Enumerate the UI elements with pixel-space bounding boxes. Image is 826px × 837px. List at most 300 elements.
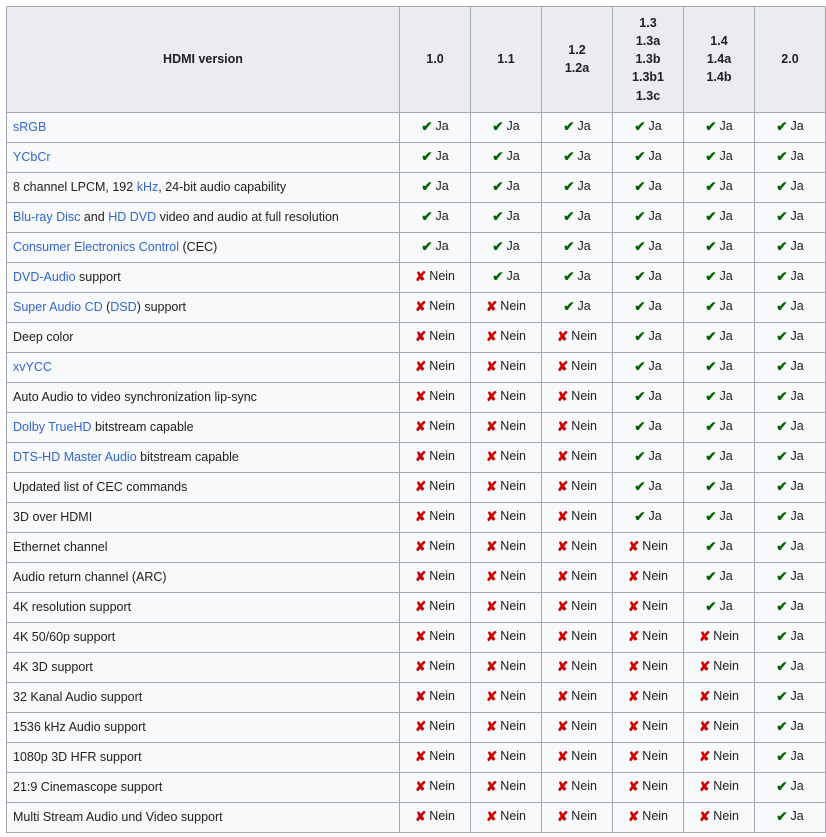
support-cell-yes: [755, 442, 826, 472]
support-label: Ja: [790, 569, 804, 584]
support-label: Ja: [790, 209, 804, 224]
cross-icon: ✘: [485, 539, 498, 555]
table-row: [7, 742, 826, 772]
cross-icon: ✘: [485, 779, 498, 795]
support-label: Nein: [571, 749, 598, 764]
support-cell-no: [684, 622, 755, 652]
support-cell-yes: [613, 172, 684, 202]
support-label: Nein: [429, 659, 456, 674]
support-label: Ja: [719, 569, 733, 584]
check-icon: ✔: [634, 179, 646, 195]
support-label: Ja: [577, 179, 591, 194]
support-label: Ja: [790, 629, 804, 644]
support-label: Nein: [571, 329, 598, 344]
support-cell-yes: [613, 292, 684, 322]
cross-icon: ✘: [485, 389, 498, 405]
support-cell-yes: [755, 652, 826, 682]
header-version-line: 1.4b: [706, 70, 732, 85]
support-cell-no: [400, 772, 471, 802]
support-cell-yes: [755, 322, 826, 352]
header-version-1.2: [542, 7, 613, 113]
feature-text: 8 channel LPCM, 192: [13, 179, 137, 194]
support-label: Nein: [429, 749, 456, 764]
support-label: Ja: [790, 809, 804, 824]
support-cell-no: [684, 682, 755, 712]
support-label: Nein: [571, 779, 598, 794]
table-row: [7, 772, 826, 802]
support-cell-yes: [542, 172, 613, 202]
support-label: Ja: [719, 239, 733, 254]
check-icon: ✔: [563, 119, 575, 135]
support-label: Nein: [429, 689, 456, 704]
cross-icon: ✘: [556, 779, 569, 795]
check-icon: ✔: [634, 449, 646, 465]
feature-link[interactable]: Blu-ray Disc: [13, 209, 81, 224]
cross-icon: ✘: [414, 389, 427, 405]
check-icon: ✔: [634, 359, 646, 375]
cross-icon: ✘: [556, 509, 569, 525]
support-label: Ja: [719, 149, 733, 164]
support-label: Nein: [500, 629, 527, 644]
feature-label-cell: [7, 292, 400, 322]
cross-icon: ✘: [485, 659, 498, 675]
cross-icon: ✘: [485, 299, 498, 315]
support-label: Nein: [713, 809, 740, 824]
support-cell-no: [613, 712, 684, 742]
feature-label-cell: [7, 622, 400, 652]
feature-text: (CEC): [179, 239, 218, 254]
check-icon: ✔: [492, 179, 504, 195]
feature-link[interactable]: Consumer Electronics Control: [13, 239, 180, 254]
check-icon: ✔: [705, 539, 717, 555]
support-label: Ja: [648, 209, 662, 224]
feature-text: and: [80, 209, 109, 224]
cross-icon: ✘: [414, 569, 427, 585]
support-cell-yes: [755, 772, 826, 802]
support-label: Ja: [719, 179, 733, 194]
cross-icon: ✘: [485, 749, 498, 765]
support-cell-no: [613, 532, 684, 562]
support-label: Nein: [500, 809, 527, 824]
check-icon: ✔: [776, 539, 788, 555]
support-label: Ja: [790, 689, 804, 704]
check-icon: ✔: [776, 569, 788, 585]
cross-icon: ✘: [556, 449, 569, 465]
check-icon: ✔: [705, 149, 717, 165]
support-label: Ja: [790, 779, 804, 794]
support-label: Nein: [429, 599, 456, 614]
table-row: [7, 112, 826, 142]
feature-link[interactable]: xvYCC: [13, 359, 52, 374]
cross-icon: ✘: [627, 689, 640, 705]
support-cell-yes: [542, 232, 613, 262]
support-cell-no: [471, 442, 542, 472]
cross-icon: ✘: [414, 299, 427, 315]
support-cell-no: [471, 412, 542, 442]
support-cell-no: [684, 772, 755, 802]
check-icon: ✔: [705, 599, 717, 615]
cross-icon: ✘: [556, 809, 569, 825]
check-icon: ✔: [705, 479, 717, 495]
cross-icon: ✘: [698, 659, 711, 675]
support-label: Nein: [713, 749, 740, 764]
feature-label-cell: [7, 652, 400, 682]
support-label: Nein: [500, 539, 527, 554]
support-label: Ja: [719, 329, 733, 344]
support-label: Nein: [429, 809, 456, 824]
cross-icon: ✘: [485, 599, 498, 615]
support-cell-no: [542, 652, 613, 682]
feature-label-cell: [7, 352, 400, 382]
table-row: [7, 472, 826, 502]
support-cell-no: [542, 772, 613, 802]
feature-text: Multi Stream Audio und Video support: [13, 809, 223, 824]
cross-icon: ✘: [627, 629, 640, 645]
cross-icon: ✘: [556, 419, 569, 435]
support-label: Nein: [642, 599, 669, 614]
support-label: Ja: [648, 389, 662, 404]
cross-icon: ✘: [485, 629, 498, 645]
support-cell-yes: [684, 352, 755, 382]
support-cell-yes: [684, 232, 755, 262]
support-cell-no: [684, 652, 755, 682]
support-label: Ja: [648, 509, 662, 524]
check-icon: ✔: [421, 149, 433, 165]
support-cell-yes: [471, 262, 542, 292]
support-cell-no: [400, 742, 471, 772]
support-cell-yes: [755, 232, 826, 262]
support-cell-yes: [613, 382, 684, 412]
support-cell-yes: [471, 172, 542, 202]
support-cell-yes: [755, 712, 826, 742]
support-label: Nein: [642, 719, 669, 734]
support-label: Nein: [571, 359, 598, 374]
support-label: Ja: [790, 659, 804, 674]
support-label: Nein: [713, 689, 740, 704]
support-label: Ja: [648, 449, 662, 464]
support-label: Ja: [719, 449, 733, 464]
support-cell-no: [471, 742, 542, 772]
check-icon: ✔: [421, 179, 433, 195]
support-cell-yes: [755, 412, 826, 442]
support-cell-no: [613, 772, 684, 802]
support-cell-yes: [613, 442, 684, 472]
feature-label-cell: [7, 772, 400, 802]
support-cell-no: [471, 802, 542, 832]
support-label: Nein: [713, 719, 740, 734]
support-cell-yes: [471, 112, 542, 142]
support-cell-no: [471, 352, 542, 382]
cross-icon: ✘: [485, 509, 498, 525]
check-icon: ✔: [776, 599, 788, 615]
header-version-line: 1.3c: [635, 88, 661, 103]
support-label: Ja: [790, 749, 804, 764]
cross-icon: ✘: [414, 479, 427, 495]
support-label: Nein: [500, 359, 527, 374]
header-version-2.0: [755, 7, 826, 113]
cross-icon: ✘: [556, 479, 569, 495]
support-label: Ja: [790, 149, 804, 164]
support-label: Ja: [648, 179, 662, 194]
support-label: Ja: [790, 449, 804, 464]
support-label: Nein: [429, 389, 456, 404]
support-label: Nein: [571, 659, 598, 674]
check-icon: ✔: [776, 809, 788, 825]
support-cell-no: [471, 682, 542, 712]
support-label: Nein: [500, 749, 527, 764]
support-label: Ja: [435, 209, 449, 224]
feature-link[interactable]: DSD: [110, 299, 137, 314]
feature-link[interactable]: kHz: [136, 179, 159, 194]
support-cell-no: [684, 802, 755, 832]
support-cell-no: [400, 292, 471, 322]
support-label: Nein: [429, 509, 456, 524]
feature-link[interactable]: HD DVD: [108, 209, 157, 224]
support-cell-yes: [755, 142, 826, 172]
support-cell-yes: [755, 172, 826, 202]
cross-icon: ✘: [414, 659, 427, 675]
support-label: Ja: [719, 269, 733, 284]
feature-link[interactable]: YCbCr: [13, 149, 51, 164]
feature-link[interactable]: DTS-HD Master Audio: [13, 449, 137, 464]
support-label: Nein: [642, 749, 669, 764]
support-cell-yes: [684, 472, 755, 502]
feature-label-cell: [7, 202, 400, 232]
feature-link[interactable]: sRGB: [13, 119, 47, 134]
support-cell-yes: [684, 442, 755, 472]
check-icon: ✔: [705, 299, 717, 315]
check-icon: ✔: [776, 479, 788, 495]
check-icon: ✔: [705, 119, 717, 135]
table-body: [7, 112, 826, 832]
feature-text: 4K 50/60p support: [13, 629, 116, 644]
support-label: Nein: [500, 779, 527, 794]
cross-icon: ✘: [556, 359, 569, 375]
feature-text: 32 Kanal Audio support: [13, 689, 143, 704]
support-label: Ja: [790, 599, 804, 614]
support-label: Nein: [500, 509, 527, 524]
check-icon: ✔: [705, 389, 717, 405]
support-label: Nein: [571, 719, 598, 734]
feature-label-cell: [7, 262, 400, 292]
header-version-line: 1.2a: [564, 61, 590, 76]
support-label: Nein: [642, 629, 669, 644]
support-label: Ja: [577, 119, 591, 134]
cross-icon: ✘: [556, 659, 569, 675]
check-icon: ✔: [634, 329, 646, 345]
table-header: [7, 7, 826, 113]
support-label: Nein: [571, 689, 598, 704]
feature-text: bitstream capable: [91, 419, 194, 434]
support-cell-yes: [755, 592, 826, 622]
support-cell-yes: [755, 472, 826, 502]
support-label: Ja: [506, 269, 520, 284]
support-cell-no: [471, 622, 542, 652]
support-label: Ja: [506, 149, 520, 164]
hdmi-version-comparison-table: [6, 6, 826, 833]
support-label: Nein: [500, 419, 527, 434]
support-cell-yes: [684, 202, 755, 232]
check-icon: ✔: [776, 689, 788, 705]
feature-text: 1536 kHz Audio support: [13, 719, 146, 734]
check-icon: ✔: [421, 119, 433, 135]
support-label: Nein: [500, 329, 527, 344]
header-version-1.4: [684, 7, 755, 113]
support-cell-yes: [471, 232, 542, 262]
support-cell-no: [613, 802, 684, 832]
header-version-1.0: [400, 7, 471, 113]
support-cell-no: [613, 562, 684, 592]
table-row: [7, 802, 826, 832]
support-cell-no: [542, 622, 613, 652]
check-icon: ✔: [634, 119, 646, 135]
support-label: Ja: [577, 209, 591, 224]
support-cell-no: [613, 592, 684, 622]
check-icon: ✔: [634, 389, 646, 405]
support-label: Ja: [790, 389, 804, 404]
feature-label-cell: [7, 682, 400, 712]
feature-text: Deep color: [13, 329, 74, 344]
support-cell-no: [542, 442, 613, 472]
support-cell-no: [613, 682, 684, 712]
cross-icon: ✘: [556, 599, 569, 615]
support-label: Nein: [642, 659, 669, 674]
cross-icon: ✘: [485, 809, 498, 825]
table-row: [7, 562, 826, 592]
support-cell-yes: [684, 142, 755, 172]
support-label: Nein: [571, 509, 598, 524]
check-icon: ✔: [563, 269, 575, 285]
cross-icon: ✘: [485, 359, 498, 375]
support-label: Nein: [713, 779, 740, 794]
check-icon: ✔: [705, 209, 717, 225]
support-cell-yes: [684, 322, 755, 352]
feature-link[interactable]: Super Audio CD: [13, 299, 103, 314]
feature-text: (: [102, 299, 111, 314]
support-label: Nein: [571, 599, 598, 614]
cross-icon: ✘: [556, 389, 569, 405]
support-label: Nein: [429, 539, 456, 554]
support-cell-no: [684, 712, 755, 742]
check-icon: ✔: [776, 449, 788, 465]
support-cell-no: [613, 622, 684, 652]
support-cell-no: [542, 322, 613, 352]
support-label: Nein: [429, 569, 456, 584]
cross-icon: ✘: [556, 629, 569, 645]
support-label: Ja: [577, 149, 591, 164]
support-cell-no: [471, 292, 542, 322]
support-cell-no: [400, 322, 471, 352]
cross-icon: ✘: [556, 719, 569, 735]
support-label: Ja: [790, 269, 804, 284]
check-icon: ✔: [776, 659, 788, 675]
check-icon: ✔: [776, 299, 788, 315]
cross-icon: ✘: [414, 509, 427, 525]
support-cell-no: [400, 382, 471, 412]
check-icon: ✔: [563, 149, 575, 165]
feature-text: 4K resolution support: [13, 599, 132, 614]
cross-icon: ✘: [485, 689, 498, 705]
support-cell-no: [400, 442, 471, 472]
support-label: Nein: [500, 659, 527, 674]
table-row: [7, 502, 826, 532]
table-row: [7, 532, 826, 562]
header-version-1.1: [471, 7, 542, 113]
support-cell-no: [471, 472, 542, 502]
feature-link[interactable]: DVD-Audio: [13, 269, 76, 284]
support-cell-no: [684, 742, 755, 772]
support-label: Ja: [648, 119, 662, 134]
support-label: Nein: [500, 299, 527, 314]
header-version-line: 1.3: [639, 16, 657, 30]
check-icon: ✔: [776, 179, 788, 195]
support-label: Ja: [648, 359, 662, 374]
support-label: Nein: [429, 299, 456, 314]
support-label: Ja: [648, 269, 662, 284]
support-cell-no: [613, 742, 684, 772]
cross-icon: ✘: [556, 539, 569, 555]
feature-text: 21:9 Cinemascope support: [13, 779, 163, 794]
feature-text: Auto Audio to video synchronization lip-sync: [13, 389, 257, 404]
support-label: Nein: [642, 539, 669, 554]
feature-text: , 24-bit audio capability: [158, 179, 287, 194]
support-label: Ja: [790, 299, 804, 314]
support-label: Nein: [571, 449, 598, 464]
header-version-line: 1.0: [426, 52, 444, 67]
feature-label-cell: [7, 442, 400, 472]
cross-icon: ✘: [485, 449, 498, 465]
check-icon: ✔: [634, 239, 646, 255]
support-cell-no: [400, 502, 471, 532]
table-row: [7, 232, 826, 262]
support-label: Ja: [719, 479, 733, 494]
feature-label-cell: [7, 742, 400, 772]
support-cell-no: [542, 532, 613, 562]
support-cell-no: [613, 652, 684, 682]
check-icon: ✔: [563, 179, 575, 195]
support-label: Ja: [648, 329, 662, 344]
feature-link[interactable]: Dolby TrueHD: [13, 419, 92, 434]
support-cell-yes: [613, 142, 684, 172]
cross-icon: ✘: [414, 749, 427, 765]
check-icon: ✔: [563, 209, 575, 225]
support-label: Ja: [719, 119, 733, 134]
check-icon: ✔: [705, 569, 717, 585]
cross-icon: ✘: [414, 809, 427, 825]
support-label: Ja: [577, 299, 591, 314]
feature-label-cell: [7, 382, 400, 412]
support-cell-yes: [755, 202, 826, 232]
support-cell-no: [400, 652, 471, 682]
support-cell-no: [542, 502, 613, 532]
support-cell-no: [542, 562, 613, 592]
support-label: Nein: [429, 479, 456, 494]
support-cell-yes: [755, 502, 826, 532]
support-cell-yes: [613, 412, 684, 442]
support-label: Nein: [571, 629, 598, 644]
support-label: Nein: [429, 629, 456, 644]
support-cell-no: [471, 562, 542, 592]
check-icon: ✔: [492, 149, 504, 165]
support-label: Ja: [506, 209, 520, 224]
check-icon: ✔: [421, 239, 433, 255]
support-cell-no: [400, 472, 471, 502]
support-label: Nein: [429, 719, 456, 734]
support-label: Ja: [790, 359, 804, 374]
feature-label-cell: [7, 712, 400, 742]
support-cell-yes: [755, 802, 826, 832]
support-label: Nein: [500, 719, 527, 734]
